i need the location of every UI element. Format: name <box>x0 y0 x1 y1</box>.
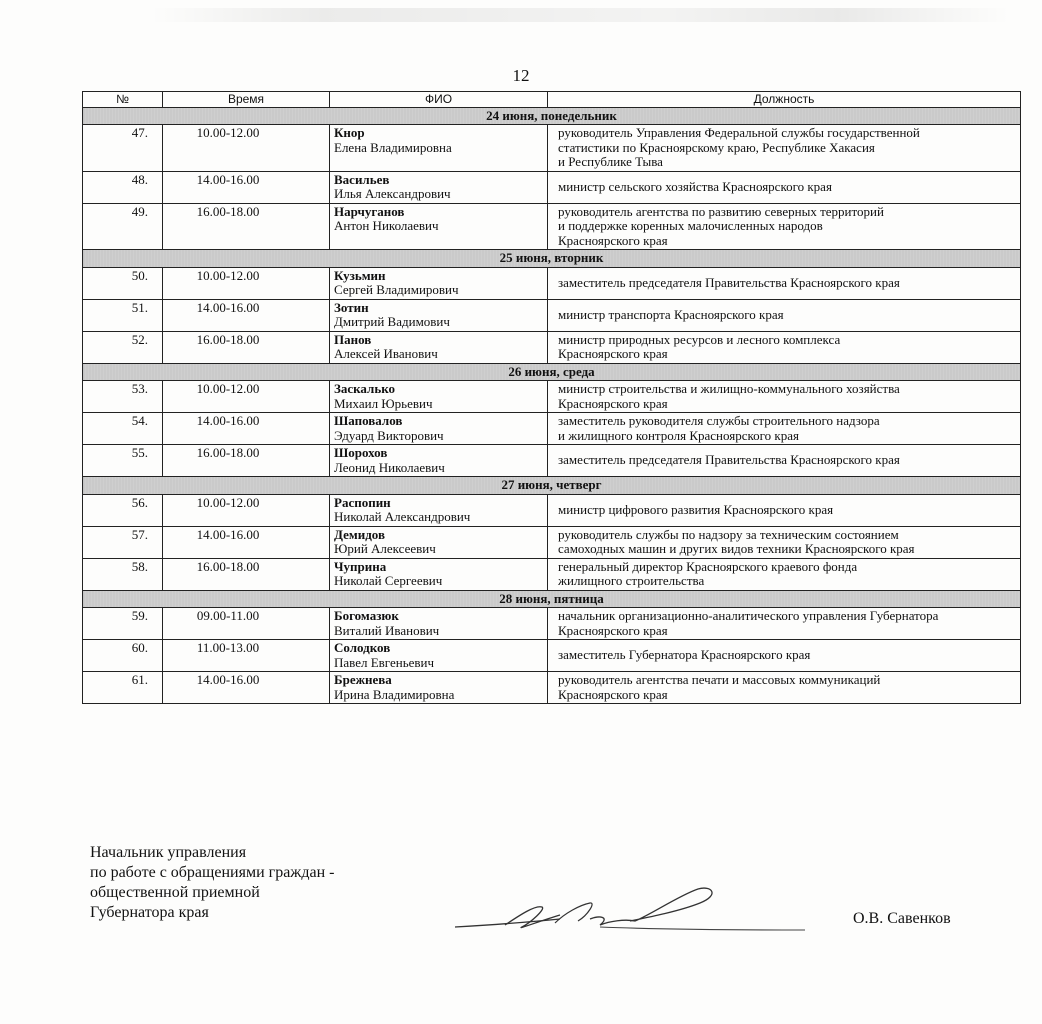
row-time: 14.00-16.00 <box>163 171 330 203</box>
person-given-names: Дмитрий Вадимович <box>334 314 450 329</box>
table-row <box>83 381 1021 413</box>
footer-title-line: Губернатора края <box>90 904 209 921</box>
row-number: 50. <box>83 267 163 299</box>
table-row <box>83 494 1021 526</box>
row-time: 09.00-11.00 <box>163 608 330 640</box>
person-given-names: Эдуард Викторович <box>334 427 444 443</box>
person-surname: Нарчуганов <box>334 203 405 219</box>
person-surname: Панов <box>334 331 372 347</box>
row-person <box>330 299 548 331</box>
row-position: руководитель агентства печати и массовых коммуникаций Красноярского края <box>548 672 1021 704</box>
row-position: министр транспорта Красноярского края <box>548 299 1021 331</box>
row-number: 51. <box>83 299 163 331</box>
row-person <box>330 526 548 558</box>
row-position: заместитель председателя Правительства Красноярского края <box>548 267 1021 299</box>
row-person <box>330 494 548 526</box>
person-surname: Демидов <box>334 526 385 542</box>
day-header-row <box>83 363 1021 381</box>
row-position: заместитель Губернатора Красноярского края <box>548 640 1021 672</box>
person-given-names: Николай Сергеевич <box>334 573 443 588</box>
row-number: 59. <box>83 608 163 640</box>
row-person <box>330 203 548 250</box>
row-position: генеральный директор Красноярского краевого фонда жилищного строительства <box>548 558 1021 590</box>
row-position: заместитель председателя Правительства Красноярского края <box>548 445 1021 477</box>
day-label: 28 июня, пятница <box>83 590 1021 608</box>
footer-title-line: общественной приемной <box>90 884 260 901</box>
table-row <box>83 526 1021 558</box>
table-row <box>83 125 1021 172</box>
footer-title-line: Начальник управления <box>90 844 247 861</box>
person-given-names: Сергей Владимирович <box>334 282 459 297</box>
row-number: 49. <box>83 203 163 250</box>
row-number: 47. <box>83 125 163 172</box>
person-given-names: Виталий Иванович <box>334 622 440 638</box>
person-given-names: Илья Александрович <box>334 186 451 201</box>
person-surname: Васильев <box>334 171 390 187</box>
row-position: министр строительства и жилищно-коммунального хозяйства Красноярского края <box>548 381 1021 413</box>
scan-artifact-line <box>150 8 1010 22</box>
row-person <box>330 640 548 672</box>
table-row <box>83 608 1021 640</box>
row-position: министр природных ресурсов и лесного комплекса Красноярского края <box>548 331 1021 363</box>
header-time: Время <box>163 92 330 108</box>
person-surname: Солодков <box>334 640 391 655</box>
table-row <box>83 640 1021 672</box>
day-label: 27 июня, четверг <box>83 477 1021 495</box>
person-surname: Шорохов <box>334 445 388 460</box>
table-body <box>83 107 1021 704</box>
row-position: заместитель руководителя службы строительного надзора и жилищного контроля Красноярского края <box>548 413 1021 445</box>
row-person <box>330 558 548 590</box>
row-number: 54. <box>83 413 163 445</box>
row-number: 58. <box>83 558 163 590</box>
person-surname: Шаповалов <box>334 413 403 428</box>
row-time: 10.00-12.00 <box>163 494 330 526</box>
row-time: 16.00-18.00 <box>163 203 330 250</box>
header-name: ФИО <box>330 92 548 108</box>
row-person <box>330 672 548 704</box>
row-number: 56. <box>83 494 163 526</box>
row-number: 61. <box>83 672 163 704</box>
person-surname: Кузьмин <box>334 267 386 283</box>
day-header-row <box>83 590 1021 608</box>
row-position: министр цифрового развития Красноярского края <box>548 494 1021 526</box>
row-time: 10.00-12.00 <box>163 125 330 172</box>
person-surname: Кнор <box>334 125 365 140</box>
person-surname: Богомазюк <box>334 608 399 623</box>
row-person <box>330 125 548 172</box>
signer-name: О.В. Савенков <box>853 910 951 927</box>
table-row <box>83 203 1021 250</box>
row-number: 52. <box>83 331 163 363</box>
row-time: 14.00-16.00 <box>163 413 330 445</box>
day-header-row <box>83 477 1021 495</box>
row-number: 55. <box>83 445 163 477</box>
person-given-names: Елена Владимировна <box>334 139 452 155</box>
person-given-names: Николай Александрович <box>334 509 471 524</box>
table-header-row <box>83 92 1021 108</box>
person-surname: Зотин <box>334 299 369 315</box>
row-time: 10.00-12.00 <box>163 267 330 299</box>
day-header-row <box>83 250 1021 268</box>
header-number: № <box>83 92 163 108</box>
row-time: 11.00-13.00 <box>163 640 330 672</box>
table-row <box>83 672 1021 704</box>
row-position: министр сельского хозяйства Красноярского края <box>548 171 1021 203</box>
person-given-names: Павел Евгеньевич <box>334 654 435 670</box>
row-time: 14.00-16.00 <box>163 672 330 704</box>
row-time: 16.00-18.00 <box>163 558 330 590</box>
row-time: 16.00-18.00 <box>163 445 330 477</box>
table-row <box>83 558 1021 590</box>
footer-title-line: по работе с обращениями граждан - <box>90 864 335 881</box>
table-row <box>83 413 1021 445</box>
row-number: 57. <box>83 526 163 558</box>
person-surname: Заскалько <box>334 381 396 396</box>
row-time: 14.00-16.00 <box>163 526 330 558</box>
person-surname: Распопин <box>334 494 391 510</box>
person-given-names: Алексей Иванович <box>334 346 438 361</box>
reception-schedule-table <box>82 91 1021 704</box>
row-position: руководитель Управления Федеральной службы государственной статистики по Красноярскому краю, Республике Хакасия и Республике Тыва <box>548 125 1021 172</box>
row-number: 60. <box>83 640 163 672</box>
row-person <box>330 413 548 445</box>
row-person <box>330 381 548 413</box>
table-row <box>83 445 1021 477</box>
day-label: 25 июня, вторник <box>83 250 1021 268</box>
person-given-names: Антон Николаевич <box>334 218 439 233</box>
row-person <box>330 445 548 477</box>
footer-title-block <box>90 843 334 923</box>
table-row <box>83 171 1021 203</box>
handwritten-signature <box>450 875 810 945</box>
header-position: Должность <box>548 92 1021 108</box>
row-position: руководитель службы по надзору за техническим состоянием самоходных машин и других видов техники Красноярского края <box>548 526 1021 558</box>
table-row <box>83 267 1021 299</box>
day-header-row <box>83 107 1021 125</box>
row-person <box>330 608 548 640</box>
row-position: руководитель агентства по развитию северных территорий и поддержке коренных малочисленных народов Красноярского края <box>548 203 1021 250</box>
row-position: начальник организационно-аналитического управления Губернатора Красноярского края <box>548 608 1021 640</box>
person-given-names: Юрий Алексеевич <box>334 541 436 556</box>
person-surname: Чуприна <box>334 558 387 574</box>
table-row <box>83 331 1021 363</box>
row-person <box>330 331 548 363</box>
person-given-names: Михаил Юрьевич <box>334 395 433 411</box>
person-given-names: Леонид Николаевич <box>334 459 445 475</box>
row-time: 10.00-12.00 <box>163 381 330 413</box>
day-label: 26 июня, среда <box>83 363 1021 381</box>
row-number: 48. <box>83 171 163 203</box>
table-row <box>83 299 1021 331</box>
row-person <box>330 171 548 203</box>
row-number: 53. <box>83 381 163 413</box>
row-time: 16.00-18.00 <box>163 331 330 363</box>
row-time: 14.00-16.00 <box>163 299 330 331</box>
person-surname: Брежнева <box>334 672 392 687</box>
page-number: 12 <box>512 66 530 85</box>
day-label: 24 июня, понедельник <box>83 107 1021 125</box>
row-person <box>330 267 548 299</box>
person-given-names: Ирина Владимировна <box>334 686 455 702</box>
